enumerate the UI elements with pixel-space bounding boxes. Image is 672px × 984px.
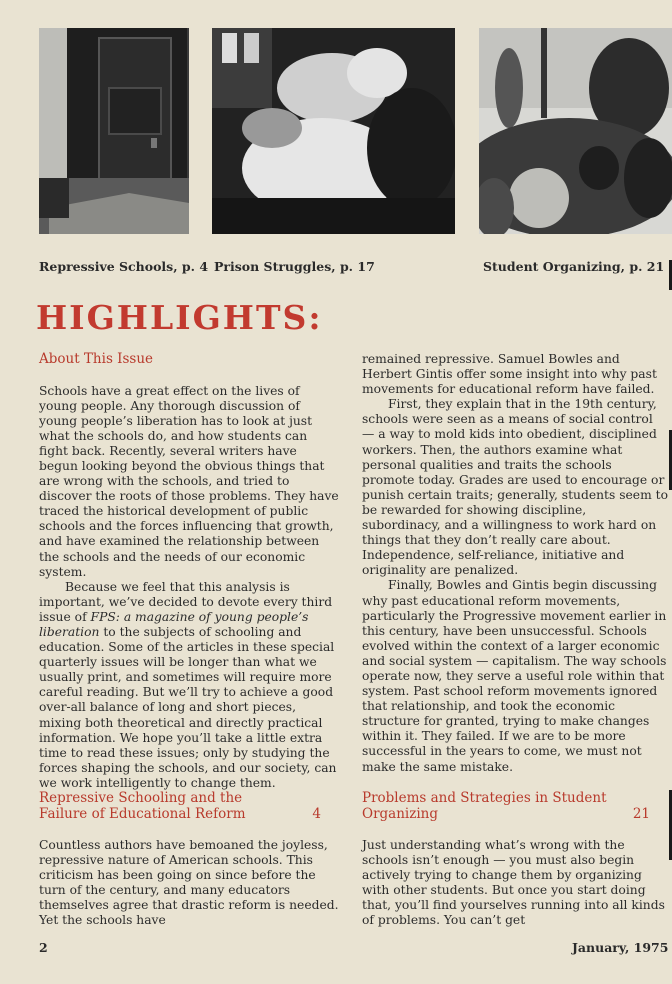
page-number: 2 <box>39 940 48 955</box>
about-paragraph-4: First, they explain that in the 19th century, schools were seen as a means of social control — a way to mold kids into obedient, disciplined workers. Then, the authors examine what personal qualities and traits the schools promote today. Grades are used to encourage or punish certain traits; generally, students seem to be rewarded for showing discipline, subordinacy, and a willingness to work hard on things that they don’t really care about. Independence, self-reliance, initiative and originality are penalized. <box>362 397 668 578</box>
article-summary-repressive-schooling <box>39 791 339 929</box>
about-paragraph-2: Because we feel that this analysis is important, we’ve decided to devote every third issue of FPS: a magazine of young people’s liberation to the subjects of schooling and education. Some of the articles in these special quarterly issues will be longer than what we usually print, and sometimes will require more careful reading. But we’ll try to achieve a good over-all balance of long and short pieces, mixing both theoretical and directly practical information. We hope you’ll take a little extra time to read these issues; only by studying the forces shaping the schools, and our society, can we work intelligently to change them. <box>39 579 337 790</box>
article-summary-student-organizing <box>362 791 668 929</box>
article-title: Problems and Strategies in Student Organizing 21 <box>362 791 668 822</box>
about-section-right-column <box>362 352 668 775</box>
about-section-left-column <box>39 352 339 791</box>
photo-caption-repressive-schools: Repressive Schools, p. 4 <box>39 259 209 274</box>
article-page-number: 21 <box>632 805 650 822</box>
photo-classroom-door <box>39 28 189 234</box>
article-page-number: 4 <box>312 805 321 822</box>
photo-caption-student-organizing: Student Organizing, p. 21 <box>483 259 665 274</box>
page-title: HIGHLIGHTS: <box>36 298 323 337</box>
article-summary-text: Countless authors have bemoaned the joyless, repressive nature of American schools. This criticism has been going on since before the turn of the century, and many educators themselves agree that drastic reform is needed. Yet the schools have <box>39 838 339 928</box>
photo-prison-struggle <box>212 28 455 234</box>
about-paragraph-3: remained repressive. Samuel Bowles and Herbert Gintis offer some insight into why past movements for educational reform have failed. <box>362 352 657 397</box>
about-paragraph-1: Schools have a great effect on the lives of young people. Any thorough discussion of young people’s liberation has to look at just what the schools do, and how students can fight back. Recently, several writers have begun looking beyond the obvious things that are wrong with the schools, and tried to discover the roots of those problems. They have traced the historical development of public schools and the forces influencing that growth, and have examined the relationship between the schools and the needs of our economic system. <box>39 383 339 579</box>
about-section-title: About This Issue <box>39 351 154 367</box>
magazine-name: FPS: a magazine of young people’s liberation <box>39 609 309 639</box>
article-title: Repressive Schooling and the Failure of Educational Reform 4 <box>39 791 339 822</box>
photo-student-crowd <box>479 28 672 234</box>
photo-caption-prison-struggles: Prison Struggles, p. 17 <box>214 259 375 274</box>
about-paragraph-5: Finally, Bowles and Gintis begin discussing why past educational reform movements, particularly the Progressive movement earlier in this century, have been unsuccessful. Schools evolved within the context of a larger economic and social system — capitalism. The way schools operate now, they serve a useful role within that system. Past school reform movements ignored that relationship, and took the economic structure for granted, trying to make changes within it. They failed. If we are to be more successful in the years to come, we must not make the same mistake. <box>362 578 667 774</box>
article-summary-text: Just understanding what’s wrong with the schools isn’t enough — you must also begin actively trying to change them by organizing with other students. But once you start doing that, you’ll find yourselves running into all kinds of problems. You can’t get <box>362 838 665 928</box>
issue-date: January, 1975 <box>572 940 669 955</box>
